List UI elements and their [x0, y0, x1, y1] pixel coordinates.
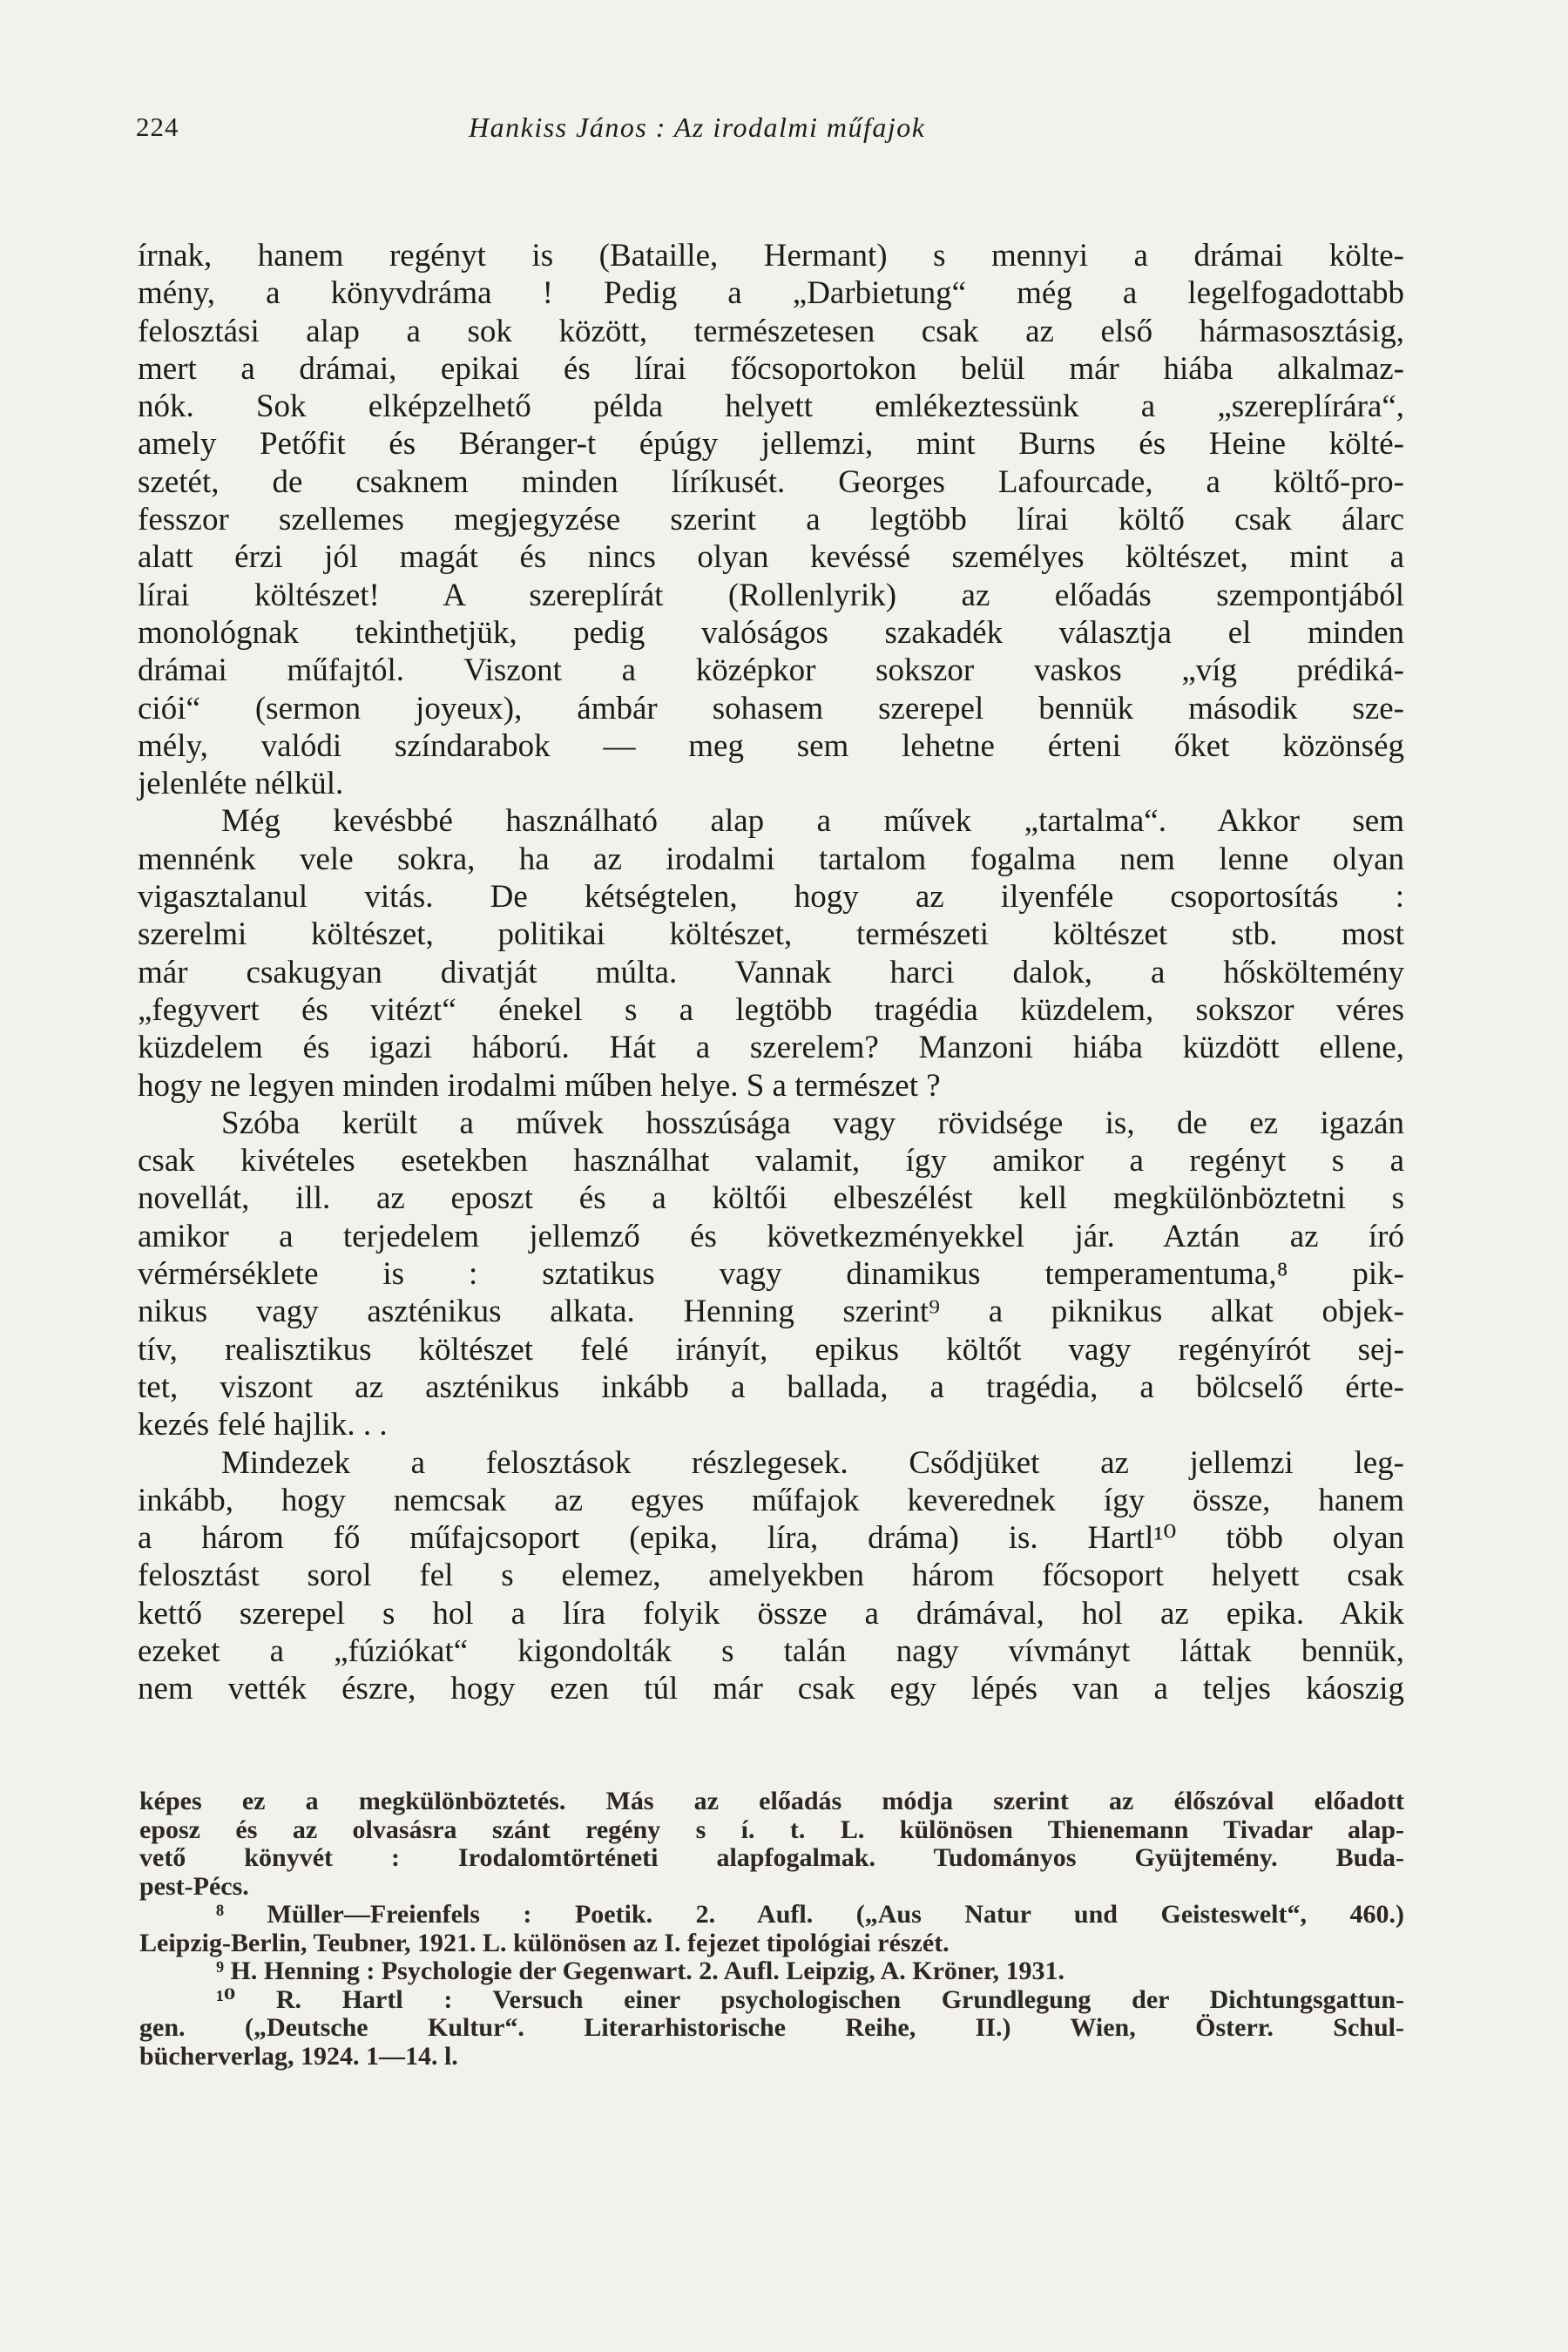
text-line: kettő szerepel s hol a líra folyik össze a drámával, hol az epika. Akik — [138, 1595, 1404, 1632]
text-line: fesszor szellemes megjegyzése szerint a legtöbb lírai költő csak álarc — [138, 502, 1404, 538]
text-line: „fegyvert és vitézt“ énekel s a legtöbb tragédia küzdelem, sokszor véres — [138, 991, 1404, 1028]
text-line: novellát, ill. az eposzt és a költői elbeszélést kell megkülönböztetni s — [138, 1180, 1404, 1217]
text-line: mert a drámai, epikai és lírai főcsoportokon belül már hiába alkalmaz- — [138, 350, 1404, 387]
text-line: tet, viszont az aszténikus inkább a ballada, a tragédia, a bölcselő érte- — [138, 1369, 1404, 1405]
footnote-line: vető könyvét : Irodalomtörténeti alapfogalmak. Tudományos Gyüjtemény. Buda- — [139, 1843, 1404, 1872]
text-line: mény, a könyvdráma ! Pedig a „Darbietung“ még a legelfogadottabb — [138, 275, 1404, 312]
running-title: Hankiss János : Az irodalmi műfajok — [469, 112, 926, 143]
footnote-9: ⁹ H. Henning : Psychologie der Gegenwart. 2. Aufl. Leipzig, A. Kröner, 1931. — [216, 1957, 1064, 1985]
text-line: már csakugyan divatját múlta. Vannak harci dalok, a hősköltemény — [138, 954, 1404, 990]
text-line: inkább, hogy nemcsak az egyes műfajok keverednek így össze, hanem — [138, 1482, 1404, 1518]
text-line: lírai költészet! A szereplírát (Rollenlyrik) az előadás szempontjából — [138, 577, 1404, 613]
text-line: mennénk vele sokra, ha az irodalmi tartalom fogalma nem lenne olyan — [138, 841, 1404, 877]
footnote-8: ⁸ Müller—Freienfels : Poetik. 2. Aufl. („Aus Natur und Geisteswelt“, 460.) — [216, 1900, 1404, 1929]
text-line: írnak, hanem regényt is (Bataille, Hermant) s mennyi a drámai költe- — [138, 238, 1404, 274]
paragraph-end-line: jelenléte nélkül. — [138, 766, 344, 802]
text-line: szetét, de csaknem minden líríkusét. Georges Lafourcade, a költő-pro- — [138, 463, 1404, 500]
paragraph-end-line: hogy ne legyen minden irodalmi műben helye. S a természet ? — [138, 1067, 941, 1104]
text-line: a három fő műfajcsoport (epika, líra, dráma) is. Hartl¹⁰ több olyan — [138, 1520, 1404, 1557]
text-line: vigasztalanul vitás. De kétségtelen, hogy az ilyenféle csoportosítás : — [138, 879, 1404, 916]
text-line: ezeket a „fúziókat“ kigondolták s talán nagy vívmányt láttak bennük, — [138, 1632, 1404, 1669]
text-line: küzdelem és igazi háború. Hát a szerelem? Manzoni hiába küzdött ellene, — [138, 1030, 1404, 1066]
text-line: ciói“ (sermon joyeux), ámbár sohasem szerepel bennük második sze- — [138, 690, 1404, 727]
paragraph-start-line: Szóba került a művek hosszúsága vagy rövidsége is, de ez igazán — [221, 1105, 1404, 1141]
text-line: amely Petőfit és Béranger-t épúgy jellemzi, mint Burns és Heine költé- — [138, 426, 1404, 463]
page-number: 224 — [136, 112, 179, 142]
text-line: monológnak tekinthetjük, pedig valóságos szakadék választja el minden — [138, 614, 1404, 651]
footnote-line: Leipzig-Berlin, Teubner, 1921. L. különösen az I. fejezet tipológiai részét. — [139, 1928, 950, 1957]
footnote-line: képes ez a megkülönböztetés. Más az előadás módja szerint az élőszóval előadott — [139, 1787, 1404, 1815]
text-line: amikor a terjedelem jellemző és következményekkel jár. Aztán az író — [138, 1218, 1404, 1254]
text-line: nem vették észre, hogy ezen túl már csak egy lépés van a teljes káoszig — [138, 1671, 1404, 1707]
text-line: tív, realisztikus költészet felé irányít, epikus költőt vagy regényírót sej- — [138, 1331, 1404, 1368]
text-line: nók. Sok elképzelhető példa helyett emlékeztessünk a „szereplírára“, — [138, 389, 1404, 425]
paragraph-start-line: Mindezek a felosztások részlegesek. Csődjüket az jellemzi leg- — [221, 1444, 1404, 1481]
paragraph-end-line: kezés felé hajlik. . . — [138, 1407, 388, 1443]
footnote-10: ¹⁰ R. Hartl : Versuch einer psychologischen Grundlegung der Dichtungsgattun- — [216, 1984, 1404, 2014]
text-line: csak kivételes esetekben használhat valamit, így amikor a regényt s a — [138, 1143, 1404, 1179]
text-line: vérmérséklete is : sztatikus vagy dinamikus temperamentuma,⁸ pik- — [138, 1256, 1404, 1293]
text-line: felosztást sorol fel s elemez, amelyekben három főcsoport helyett csak — [138, 1558, 1404, 1594]
text-line: alatt érzi jól magát és nincs olyan kevéssé személyes költészet, mint a — [138, 539, 1404, 576]
footnote-line: eposz és az olvasásra szánt regény s í. t. L. különösen Thienemann Tivadar alap- — [139, 1815, 1404, 1844]
text-line: drámai műfajtól. Viszont a középkor sokszor vaskos „víg prédiká- — [138, 652, 1404, 689]
paragraph-start-line: Még kevésbbé használható alap a művek „tartalma“. Akkor sem — [221, 803, 1404, 840]
main-text — [138, 237, 1404, 1708]
running-header — [136, 112, 1402, 146]
text-line: felosztási alap a sok között, természetesen csak az első hármasosztásig, — [138, 313, 1404, 349]
text-line: szerelmi költészet, politikai költészet, természeti költészet stb. most — [138, 916, 1404, 953]
text-line: mély, valódi színdarabok — meg sem lehetne érteni őket közönség — [138, 727, 1404, 764]
footnote-line: gen. („Deutsche Kultur“. Literarhistorische Reihe, II.) Wien, Österr. Schul- — [139, 2013, 1404, 2042]
footnote-line: pest-Pécs. — [139, 1871, 249, 1901]
footnotes — [139, 1788, 1404, 2071]
footnote-line: bücherverlag, 1924. 1—14. l. — [139, 2041, 458, 2071]
text-line: nikus vagy aszténikus alkata. Henning szerint⁹ a piknikus alkat objek- — [138, 1294, 1404, 1330]
